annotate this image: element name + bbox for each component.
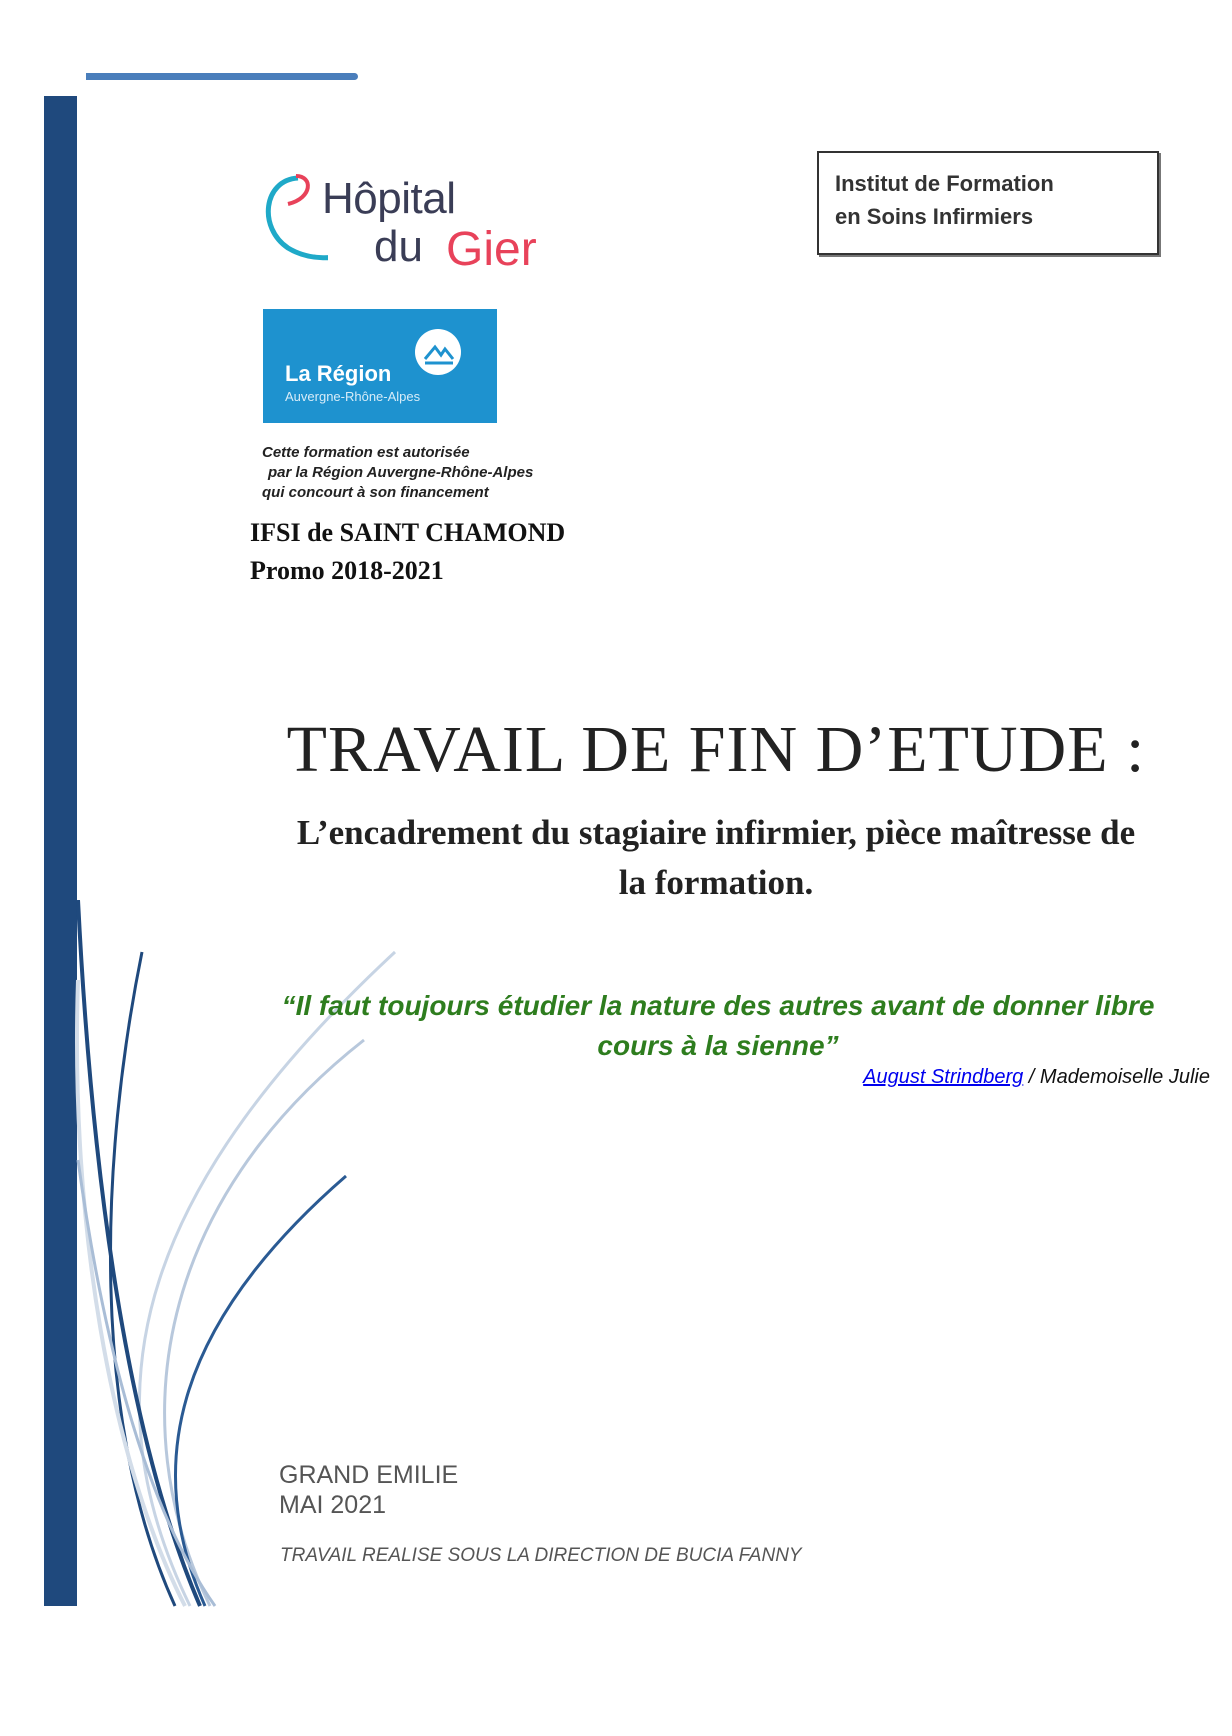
quote-author-link[interactable]: August Strindberg <box>863 1066 1024 1088</box>
hospital-name-du: du <box>374 222 423 271</box>
funding-authorization-note <box>262 443 533 503</box>
institut-line: Institut de Formation <box>835 171 1054 196</box>
quote-line: cours à la sienne” <box>597 1030 839 1061</box>
quote-source: / Mademoiselle Julie <box>1023 1066 1210 1088</box>
region-subname: Auvergne-Rhône-Alpes <box>285 389 421 404</box>
page-title: TRAVAIL DE FIN D’ETUDE : <box>286 713 1146 786</box>
region-emblem-icon <box>415 329 461 375</box>
subtitle-line: la formation. <box>618 863 814 902</box>
author-block <box>279 1460 458 1520</box>
school-name: IFSI de SAINT CHAMOND <box>250 518 566 547</box>
authorization-line: Cette formation est autorisée <box>262 444 470 461</box>
direction-note: TRAVAIL REALISE SOUS LA DIRECTION DE BUCIA FANNY <box>280 1545 802 1566</box>
institut-box <box>817 151 1159 255</box>
hospital-name-gier: Gier <box>446 223 537 276</box>
authorization-line: par la Région Auvergne-Rhône-Alpes <box>268 464 534 481</box>
hospital-logo <box>258 168 578 288</box>
hospital-swirl-icon <box>258 168 328 268</box>
author-date: MAI 2021 <box>279 1491 387 1519</box>
institut-line: en Soins Infirmiers <box>835 204 1034 229</box>
subtitle-line: L’encadrement du stagiaire infirmier, pièce maîtresse de <box>296 813 1136 852</box>
school-promo: Promo 2018-2021 <box>250 556 444 585</box>
region-logo <box>263 309 497 423</box>
page-subtitle <box>200 808 1232 908</box>
school-block <box>250 514 565 590</box>
top-accent-rule <box>86 73 358 80</box>
authorization-line: qui concourt à son financement <box>262 484 489 501</box>
region-name: La Région <box>285 361 392 386</box>
quote-attribution <box>863 1066 1210 1089</box>
quote-line: “Il faut toujours étudier la nature des autres avant de donner libre <box>281 990 1155 1021</box>
author-name: GRAND EMILIE <box>279 1461 459 1489</box>
epigraph-quote <box>236 986 1200 1066</box>
hospital-name-line1: Hôpital <box>322 174 456 223</box>
